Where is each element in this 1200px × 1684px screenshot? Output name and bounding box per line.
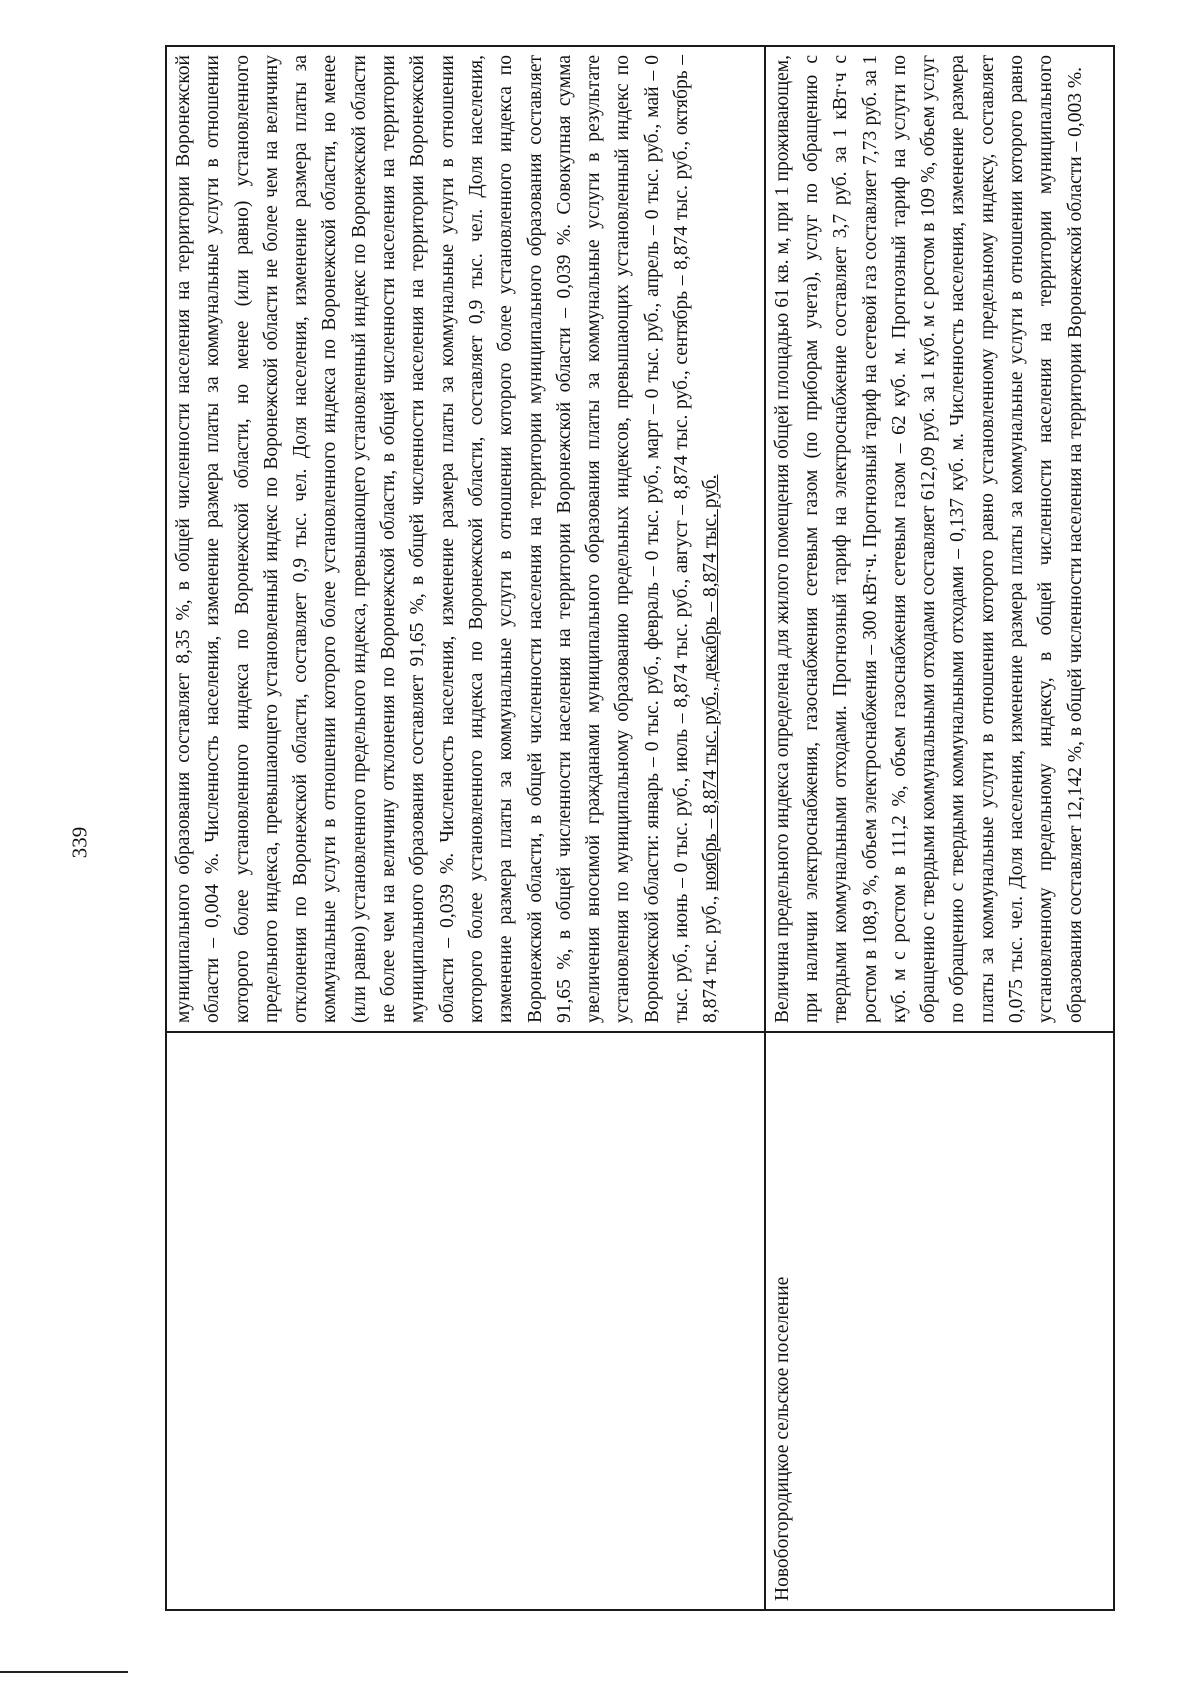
table-row (765, 46, 1114, 1610)
scan-edge-line (0, 1671, 128, 1673)
description-cell (166, 46, 765, 1032)
municipality-name-cell (166, 1032, 765, 1610)
municipality-name-cell: Новобогородицкое сельское поселение (765, 1032, 1114, 1610)
data-table (165, 45, 1115, 1611)
table-row (166, 46, 765, 1610)
description-cell (765, 46, 1114, 1032)
rotated-page-content (165, 45, 1115, 1611)
description-text: муниципального образования составляет 8,35 %, в общей численности населения на территории Воронежской области – 0,004 %. Численность населения, изменение размера платы за коммунальные услуги в отношении которого более установленного индекса по Воронежской области, но менее (или равно) установленного предельного индекса, превышающего установленный индекс по Воронежской области не более чем на величину отклонения по Воронежской области, составляет 0,9 тыс. чел. Доля населения, изменение размера платы за коммунальные услуги в отношении которого более установленного индекса по Воронежской области, но менее (или равно) установленного предельного индекса, превышающего установленный индекс по Воронежской области не более чем на величину отклонения по Воронежской области, в общей численности населения на территории муниципального образования составляет 91,65 %, в общей численности населения на территории Воронежской области – 0,039 %. Численность населения, изменение размера платы за коммунальные услуги в отношении которого более установленного индекса по Воронежской области, составляет 0,9 тыс. чел. Доля населения, изменение размера платы за коммунальные услуги в отношении которого более установленного индекса по Воронежской области, в общей численности населения на территории муниципального образования составляет 91,65 %, в общей численности населения на территории Воронежской области – 0,039 %. Совокупная сумма увеличения вносимой гражданами муниципального образования платы за коммунальные услуги в результате установления по муниципальному образованию предельных индексов, превышающих установленный индекс по Воронежской области: январь – 0 тыс. руб., февраль – 0 тыс. руб., март – 0 тыс. руб., апрель – 0 тыс. руб., май – 0 тыс. руб., июнь – 0 тыс. руб., июль – 8,874 тыс. руб., август – 8,874 тыс. руб., сентябрь – 8,874 тыс. руб., октябрь – 8,874 тыс. руб., (173, 55, 722, 1023)
description-underlined-text: ноябрь – 8,874 тыс. руб., декабрь – 8,874 тыс. руб. (700, 474, 722, 891)
description-text: Величина предельного индекса определена для жилого помещения общей площадью 61 кв. м, при 1 проживающем, при наличии электроснабжения, газоснабжения сетевым газом (по приборам учета), услуг по обращению с твердыми коммунальными отходами. Прогнозный тариф на электроснабжение составляет 3,7 руб. за 1 кВт·ч с ростом в 108,9 %, объем электроснабжения – 300 кВт·ч. Прогнозный тариф на сетевой газ составляет 7,73 руб. за 1 куб. м с ростом в 111,2 %, объем газоснабжения сетевым газом – 62 куб. м. Прогнозный тариф на услуги по обращению с твердыми коммунальными отходами составляет 612,09 руб. за 1 куб. м с ростом в 109 %, объем услуг по обращению с твердыми коммунальными отходами – 0,137 куб. м. Численность населения, изменение размера платы за коммунальные услуги в отношении которого равно установленному предельному индексу, составляет 0,075 тыс. чел. Доля населения, изменение размера платы за коммунальные услуги в отношении которого равно установленному предельному индексу, в общей численности населения на территории муниципального образования составляет 12,142 %, в общей численности населения на территории Воронежской области – 0,003 %. (771, 55, 1086, 1023)
page-number: 339 (67, 826, 92, 859)
